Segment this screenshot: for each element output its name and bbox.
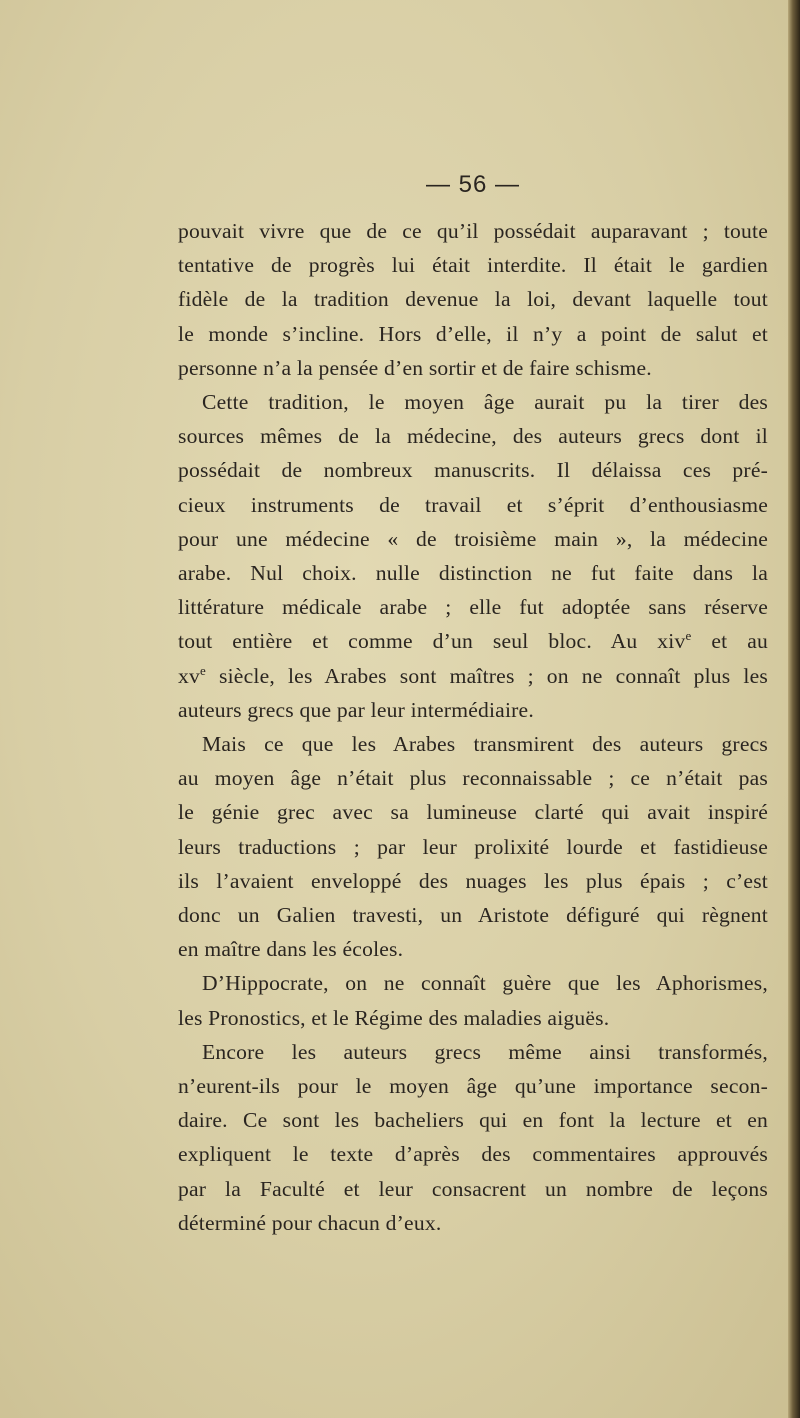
text-line: pouvait vivre que de ce qu’il possédait auparavant ; toute bbox=[178, 219, 768, 243]
text-line-with-century bbox=[178, 624, 768, 658]
text-segment: et au bbox=[691, 629, 768, 654]
text-line: Cette tradition, le moyen âge aurait pu la tirer des bbox=[202, 390, 768, 415]
paragraph-1 bbox=[178, 214, 768, 385]
text-line: expliquent le texte d’après des commentaires approuvés bbox=[178, 1142, 768, 1167]
text-line: D’Hippocrate, on ne connaît guère que les Aphorismes, bbox=[202, 971, 768, 996]
text-line: les Pronostics, et le Régime des maladies aiguës. bbox=[178, 1005, 610, 1030]
text-line: littérature médicale arabe ; elle fut adoptée sans réserve bbox=[178, 595, 768, 620]
text-line: le monde s’incline. Hors d’elle, il n’y a point de salut et bbox=[178, 321, 768, 346]
book-page bbox=[178, 168, 768, 1240]
text-segment: tout entière et comme d’un seul bloc. Au xiv bbox=[178, 629, 686, 654]
text-line: par la Faculté et leur consacrent un nombre de leçons bbox=[178, 1176, 768, 1201]
text-line: n’eurent-ils pour le moyen âge qu’une importance secon- bbox=[178, 1074, 768, 1099]
text-line: au moyen âge n’était plus reconnaissable ; ce n’était pas bbox=[178, 766, 768, 791]
paragraph-5 bbox=[178, 1035, 768, 1240]
text-segment: siècle, les Arabes sont maîtres ; on ne connaît plus les bbox=[205, 663, 768, 688]
superscript-e: e bbox=[200, 662, 206, 678]
text-line: pour une médecine « de troisième main », la médecine bbox=[178, 526, 768, 551]
paragraph-4 bbox=[178, 966, 768, 1034]
page-number: — 56 — bbox=[425, 171, 521, 198]
text-line: sources mêmes de la médecine, des auteurs grecs dont il bbox=[178, 424, 768, 449]
text-line: arabe. Nul choix. nulle distinction ne fut faite dans la bbox=[178, 561, 768, 586]
text-segment: xv bbox=[178, 663, 200, 688]
text-line: déterminé pour chacun d’eux. bbox=[178, 1210, 442, 1235]
text-line: auteurs grecs que par leur intermédiaire. bbox=[178, 697, 534, 722]
text-line: cieux instruments de travail et s’éprit d’enthousiasme bbox=[178, 492, 768, 517]
text-line: daire. Ce sont les bacheliers qui en font la lecture et en bbox=[178, 1108, 768, 1133]
text-line: leurs traductions ; par leur prolixité lourde et fastidieuse bbox=[178, 834, 768, 859]
text-line: fidèle de la tradition devenue la loi, devant laquelle tout bbox=[178, 287, 768, 312]
text-line: Encore les auteurs grecs même ainsi transformés, bbox=[202, 1039, 768, 1064]
text-line: donc un Galien travesti, un Aristote défiguré qui règnent bbox=[178, 903, 768, 928]
superscript-e: e bbox=[685, 628, 692, 644]
paragraph-3 bbox=[178, 727, 768, 966]
text-line: tentative de progrès lui était interdite. Il était le gardien bbox=[178, 253, 768, 278]
text-line: Mais ce que les Arabes transmirent des auteurs grecs bbox=[202, 732, 768, 757]
text-line-with-century bbox=[178, 659, 768, 693]
text-line: possédait de nombreux manuscrits. Il délaissa ces pré- bbox=[178, 458, 768, 483]
book-spine-edge bbox=[788, 0, 800, 1418]
paragraph-2 bbox=[178, 385, 768, 727]
text-line: ils l’avaient enveloppé des nuages les plus épais ; c’est bbox=[178, 868, 768, 893]
text-line: en maître dans les écoles. bbox=[178, 937, 404, 962]
text-line: personne n’a la pensée d’en sortir et de faire schisme. bbox=[178, 355, 652, 380]
text-line: le génie grec avec sa lumineuse clarté qui avait inspiré bbox=[178, 800, 768, 825]
